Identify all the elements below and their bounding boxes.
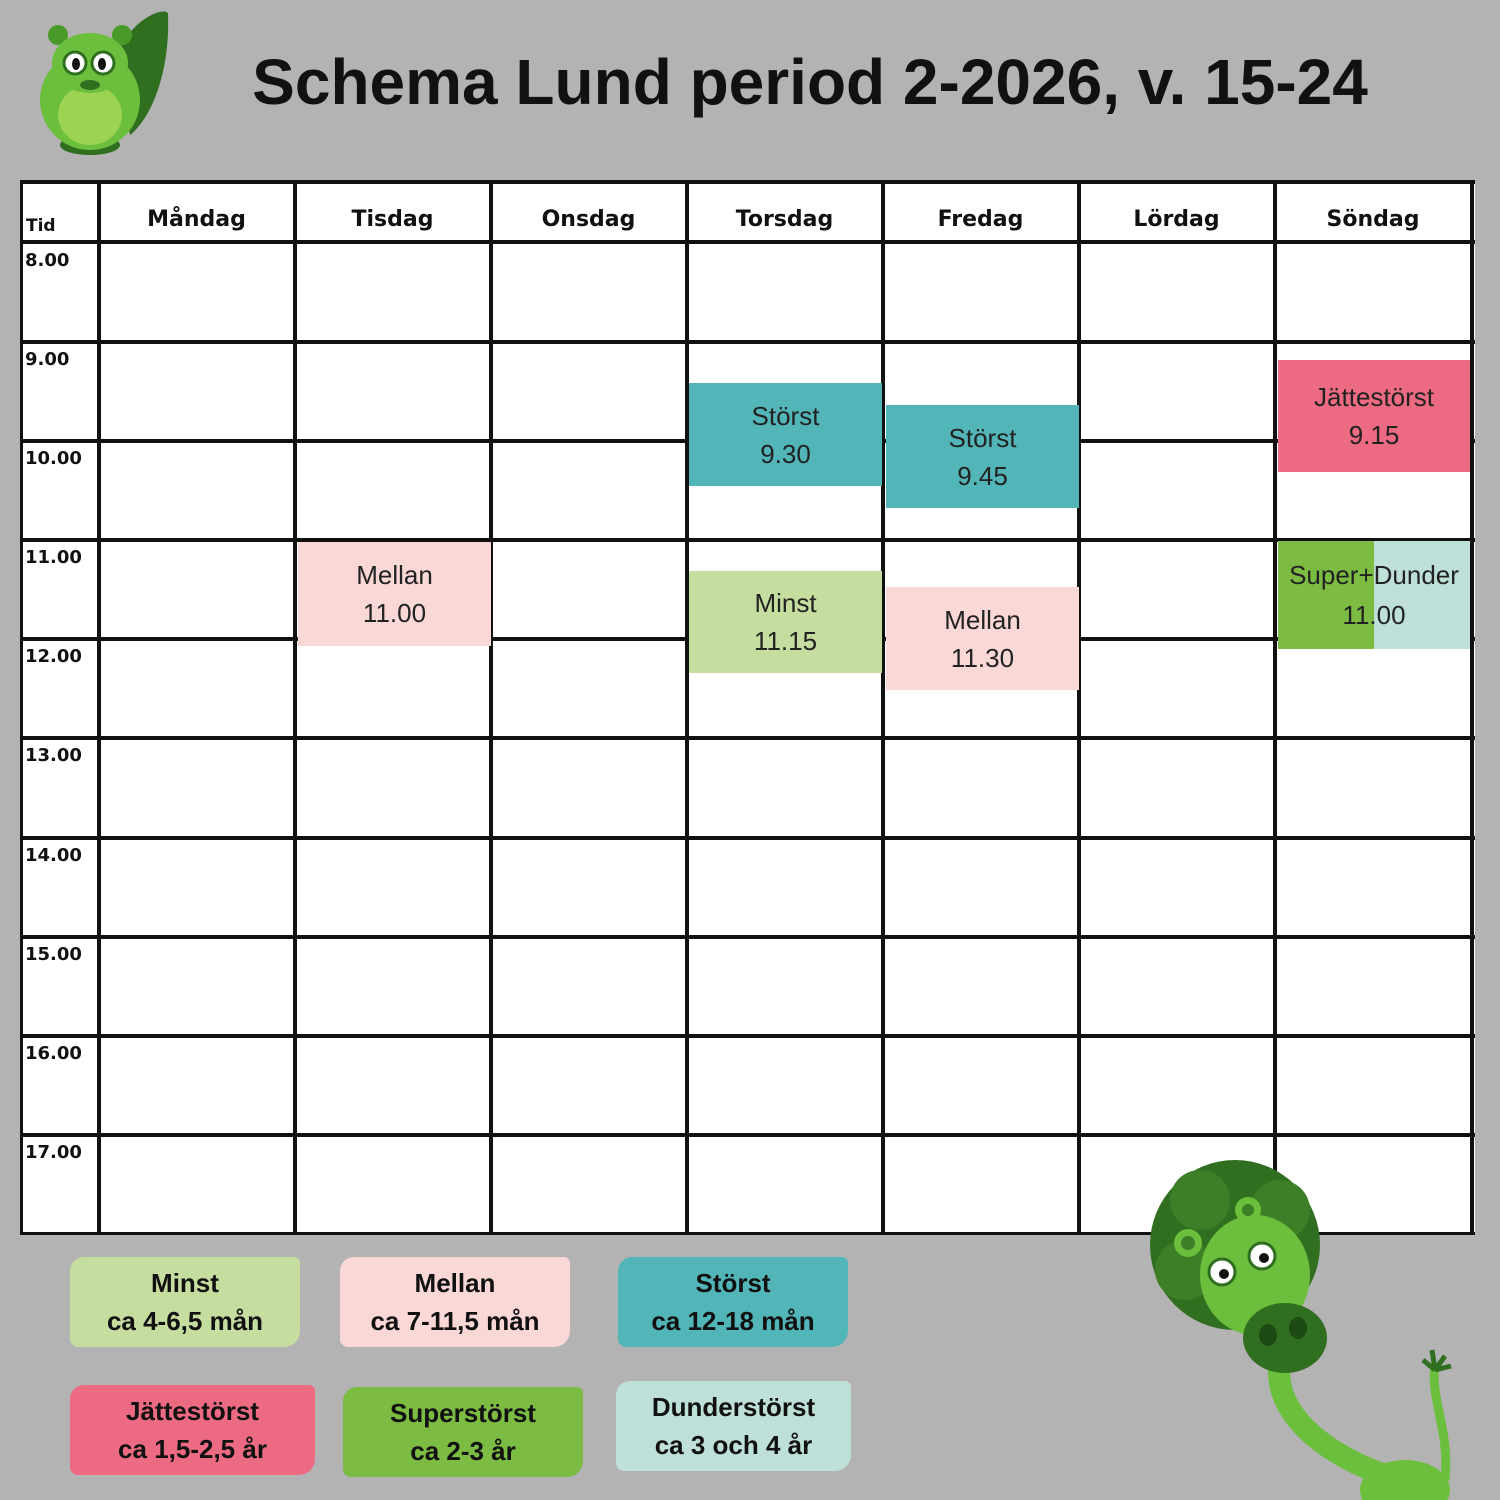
grid-line [20, 1133, 1475, 1137]
time-label: 10.00 [25, 448, 82, 469]
time-label: 8.00 [25, 250, 70, 271]
event-fredag-mellan[interactable] [886, 587, 1079, 690]
event-group: Störst [948, 422, 1017, 453]
event-time: 9.15 [1348, 420, 1400, 450]
event-time: 9.45 [957, 460, 1008, 491]
legend-storst [618, 1257, 848, 1347]
green-dragon-icon [1140, 1160, 1500, 1500]
event-group: Störst [751, 400, 820, 431]
time-label: 17.00 [25, 1142, 82, 1163]
grid-line [1273, 180, 1277, 1235]
time-column-header: Tid [26, 216, 56, 236]
time-label: 13.00 [25, 745, 82, 766]
time-label: 15.00 [25, 944, 82, 965]
grid-line [20, 180, 1475, 184]
legend-name: Mellan [414, 1268, 496, 1298]
legend-superstorst [343, 1387, 583, 1477]
day-header-torsdag: Torsdag [735, 207, 834, 232]
day-header-lordag: Lördag [1133, 207, 1220, 232]
legend-name: Störst [695, 1268, 771, 1298]
time-label: 9.00 [25, 349, 70, 370]
legend-age: ca 12-18 mån [651, 1306, 815, 1336]
grid-line [293, 180, 297, 1235]
grid-line [20, 240, 1475, 244]
day-header-tisdag: Tisdag [351, 207, 434, 232]
legend-name: Dunderstörst [651, 1392, 816, 1422]
grid-line [20, 340, 1475, 344]
event-time: 11.00 [362, 598, 427, 628]
time-label: 12.00 [25, 646, 82, 667]
event-group: Mellan [356, 560, 433, 590]
event-group: Minst [754, 588, 817, 618]
legend-age: ca 2-3 år [410, 1436, 516, 1466]
event-group: Mellan [944, 604, 1021, 635]
grid-line [20, 180, 23, 1235]
green-beaver-icon [20, 5, 180, 160]
event-time: 11.15 [753, 626, 818, 656]
event-torsdag-storst[interactable] [689, 383, 882, 486]
event-time: 11.00 [1342, 600, 1406, 630]
grid-line [97, 180, 101, 1235]
day-header-sondag: Söndag [1326, 207, 1420, 232]
day-header-mandag: Måndag [147, 207, 246, 232]
day-header-onsdag: Onsdag [541, 207, 636, 232]
event-fredag-storst[interactable] [886, 405, 1079, 508]
grid-line [20, 736, 1475, 740]
legend-jattestorst [70, 1385, 315, 1475]
grid-line [20, 538, 1475, 542]
legend-age: ca 3 och 4 år [654, 1430, 813, 1460]
legend-age: ca 1,5-2,5 år [118, 1434, 267, 1464]
legend-mellan [340, 1257, 570, 1347]
event-sondag-super-dunder[interactable] [1278, 541, 1470, 649]
event-sondag-jattestorst[interactable] [1278, 360, 1470, 472]
legend-dunderstorst [616, 1381, 851, 1471]
grid-line [685, 180, 689, 1235]
schedule-grid [20, 180, 1475, 1235]
grid-line [20, 1034, 1475, 1038]
event-tisdag-mellan[interactable] [298, 542, 491, 646]
time-label: 11.00 [25, 547, 82, 568]
grid-line [20, 935, 1475, 939]
grid-line [881, 180, 885, 1235]
time-label: 14.00 [25, 845, 82, 866]
grid-line [489, 180, 493, 1235]
event-time: 11.30 [950, 642, 1015, 673]
event-time: 9.30 [760, 438, 811, 469]
event-group: Jättestörst [1314, 382, 1434, 412]
page-title: Schema Lund period 2-2026, v. 15-24 [252, 46, 1368, 118]
event-torsdag-minst[interactable] [689, 571, 882, 673]
time-label: 16.00 [25, 1043, 82, 1064]
legend-minst [70, 1257, 300, 1347]
grid-line [1077, 180, 1081, 1235]
legend-age: ca 4-6,5 mån [106, 1306, 264, 1336]
legend-name: Minst [151, 1268, 219, 1298]
grid-line [20, 836, 1475, 840]
day-header-fredag: Fredag [937, 207, 1024, 232]
grid-line [1470, 180, 1474, 1235]
legend-age: ca 7-11,5 mån [370, 1306, 540, 1336]
legend-name: Jättestörst [126, 1396, 259, 1426]
legend-name: Superstörst [390, 1398, 536, 1428]
event-group: Super+Dunder [1289, 560, 1459, 590]
